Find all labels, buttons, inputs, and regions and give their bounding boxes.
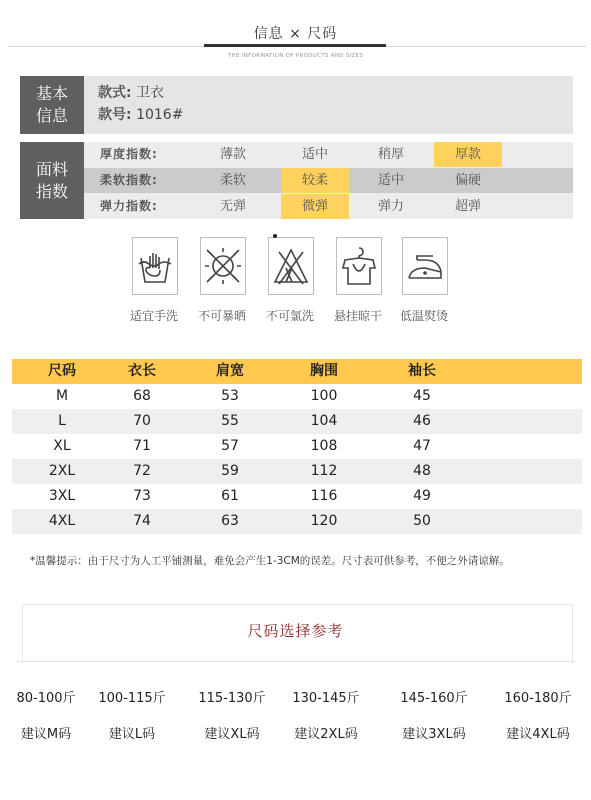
fabric-option: 柔软: [219, 173, 246, 188]
size-table-cell: 61: [221, 488, 239, 504]
recommendation-weight: 145-160斤: [400, 691, 468, 706]
care-label: 不可暴晒: [197, 309, 246, 323]
size-table-cell: XL: [53, 438, 71, 454]
size-table-row: [12, 459, 582, 484]
recommendation-weight: 115-130斤: [198, 691, 266, 706]
header-underline: [204, 44, 386, 47]
care-item: [327, 237, 395, 327]
fabric-option: 偏硬: [454, 173, 481, 188]
fabric-option-selected: 厚款: [434, 142, 502, 167]
recommendation-weight: 130-145斤: [292, 691, 360, 706]
fabric-option: 无弹: [219, 199, 246, 214]
care-label: 悬挂晾干: [333, 309, 382, 323]
number-value: 1016#: [136, 107, 184, 123]
page-header: [0, 18, 591, 58]
size-table-header: [12, 359, 582, 384]
fabric-row: [84, 194, 573, 219]
style-value: 卫衣: [136, 85, 165, 101]
size-table-row: [12, 484, 582, 509]
care-label: 低温熨烫: [399, 309, 448, 323]
size-table-cell: 48: [413, 463, 431, 479]
size-table-cell: 55: [221, 413, 239, 429]
size-table-row: [12, 434, 582, 459]
size-table-cell: M: [55, 388, 69, 404]
size-table-cell: 50: [413, 513, 431, 529]
basic-info-tag: 基本 信息: [20, 76, 84, 134]
size-table-cell: 73: [133, 488, 151, 504]
recommendation-size: 建议XL码: [204, 727, 260, 742]
fabric-row-label: 弹力指数:: [100, 199, 158, 213]
care-item: [259, 237, 327, 327]
size-table-row: [12, 509, 582, 534]
fabric-option-selected: 较柔: [281, 168, 349, 193]
size-table-cell: 63: [221, 513, 239, 529]
size-table-row: [12, 409, 582, 434]
size-table-cell: 47: [413, 438, 431, 454]
care-item: [191, 237, 259, 327]
recommendation-size: 建议4XL码: [506, 727, 570, 742]
header-divider-right: [386, 46, 586, 47]
size-table-cell: 2XL: [48, 463, 76, 479]
style-line: [98, 82, 183, 104]
number-line: [98, 104, 183, 126]
size-table-cell: 116: [310, 488, 338, 504]
fabric-option: 稍厚: [377, 147, 404, 162]
fabric-option: 超弹: [454, 199, 481, 214]
size-table-cell: L: [58, 413, 66, 429]
size-table-cell: 4XL: [48, 513, 76, 529]
fabric-row: [84, 168, 573, 193]
low-iron-icon: [402, 237, 448, 295]
hand-wash-icon: [132, 237, 178, 295]
hang-dry-icon: [336, 237, 382, 295]
size-table-cell: 57: [221, 438, 239, 454]
size-table-cell: 72: [133, 463, 151, 479]
page-title: 信息 × 尺码: [253, 26, 338, 42]
size-table-header-cell: 胸围: [310, 363, 338, 379]
fabric-index-tag: 面料 指数: [20, 142, 84, 219]
no-bleach-icon: [268, 237, 314, 295]
fabric-option: 薄款: [219, 147, 246, 162]
fabric-option: 适中: [301, 147, 328, 162]
fabric-index-section: [20, 142, 573, 219]
size-table-header-cell: 尺码: [48, 363, 76, 379]
size-table: [12, 359, 582, 534]
size-table-cell: 49: [413, 488, 431, 504]
size-table-cell: 112: [310, 463, 338, 479]
fabric-row: [84, 142, 573, 167]
fabric-option: 适中: [377, 173, 404, 188]
size-table-row: [12, 384, 582, 409]
basic-info-section: [20, 76, 573, 134]
number-label: 款号:: [98, 107, 132, 123]
fabric-row-label: 柔软指数:: [100, 173, 158, 187]
recommendation-size: 建议3XL码: [402, 727, 466, 742]
recommendation-size: 建议L码: [108, 727, 156, 742]
size-table-cell: 3XL: [48, 488, 76, 504]
care-item: [393, 237, 461, 327]
recommendation-weight: 100-115斤: [98, 691, 166, 706]
recommendation-divider: [16, 661, 576, 662]
fabric-option: 弹力: [377, 199, 404, 214]
size-note: *温馨提示：由于尺寸为人工平铺测量，难免会产生1-3CM的误差。尺寸表可供参考，不便之外请谅解。: [30, 555, 510, 567]
care-label: 不可氯洗: [265, 309, 314, 323]
size-table-cell: 45: [413, 388, 431, 404]
size-table-header-cell: 肩宽: [216, 363, 244, 379]
fabric-row-label: 厚度指数:: [100, 147, 158, 161]
size-table-cell: 71: [133, 438, 151, 454]
size-table-cell: 59: [221, 463, 239, 479]
basic-info-details: [98, 82, 183, 126]
recommendation-size: 建议M码: [20, 727, 72, 742]
size-table-cell: 53: [221, 388, 239, 404]
recommendation-weight: 80-100斤: [16, 691, 76, 706]
style-label: 款式:: [98, 85, 132, 101]
care-item: [123, 237, 191, 327]
size-table-cell: 100: [310, 388, 338, 404]
size-table-cell: 46: [413, 413, 431, 429]
recommendation-title: 尺码选择参考: [247, 622, 344, 640]
size-table-cell: 120: [310, 513, 338, 529]
size-table-header-cell: 衣长: [128, 363, 156, 379]
header-divider-left: [8, 46, 204, 47]
no-sun-dry-icon: [200, 237, 246, 295]
recommendation-size: 建议2XL码: [294, 727, 358, 742]
size-table-cell: 108: [310, 438, 338, 454]
size-table-header-cell: 袖长: [408, 363, 436, 379]
recommendation-weight: 160-180斤: [504, 691, 572, 706]
size-table-cell: 70: [133, 413, 151, 429]
size-table-cell: 74: [133, 513, 151, 529]
page-subtitle: THE INFORMATION OF PRODUCTS AND SIZES: [227, 53, 364, 59]
decorative-dot: [273, 234, 277, 238]
care-label: 适宜手洗: [129, 309, 178, 323]
size-table-cell: 68: [133, 388, 151, 404]
fabric-option-selected: 微弹: [281, 194, 349, 219]
size-table-cell: 104: [310, 413, 338, 429]
